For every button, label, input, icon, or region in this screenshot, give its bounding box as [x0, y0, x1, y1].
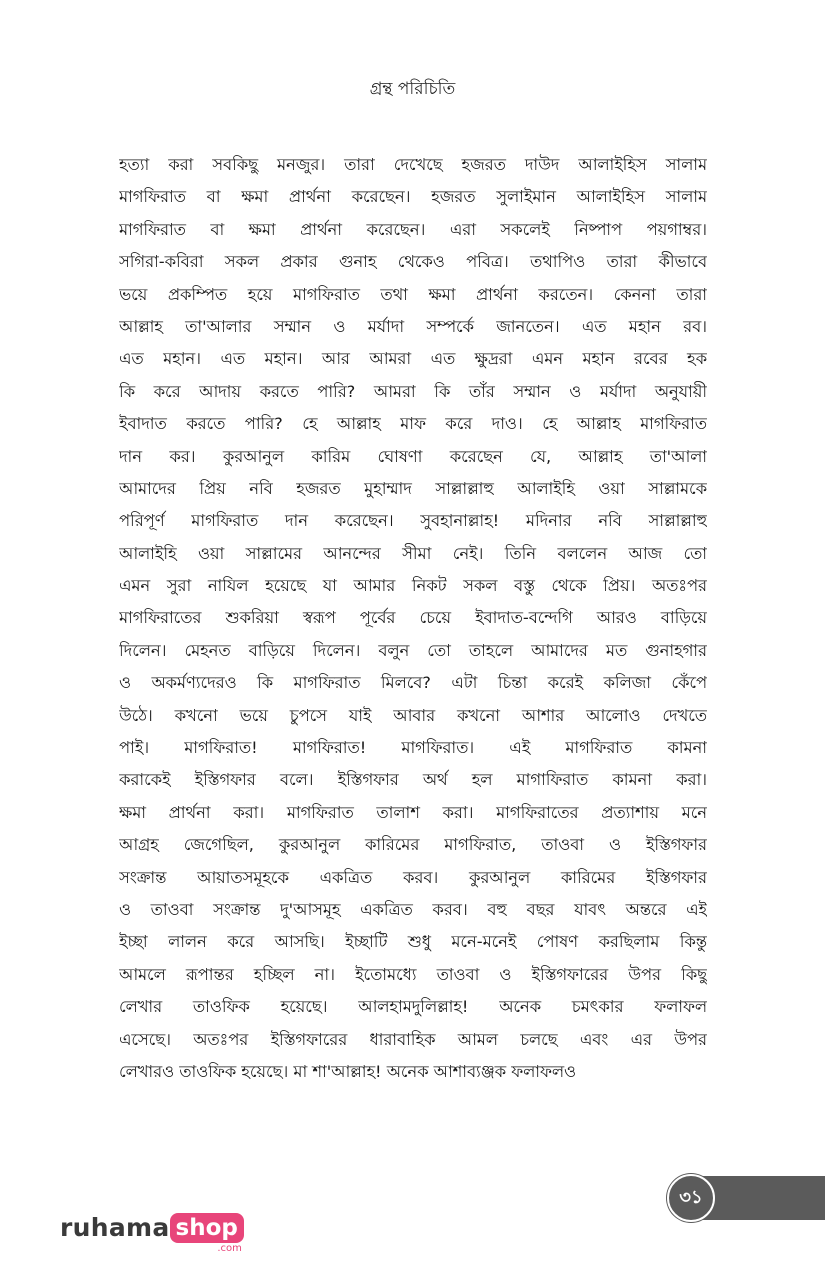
text-line: লেখার তাওফিক হয়েছে। আলহামদুলিল্লাহ! অনেক চমৎকার ফলাফল — [119, 997, 707, 1017]
text-line: পাই। মাগফিরাত! মাগফিরাত! মাগফিরাত। এই মাগফিরাত কামনা — [119, 738, 707, 758]
text-line: উঠে। কখনো ভয়ে চুপসে যাই আবার কখনো আশার আলোও দেখতে — [119, 705, 707, 725]
text-line: এত মহান। এত মহান। আর আমরা এত ক্ষুদ্ররা এমন মহান রবের হক — [119, 349, 707, 369]
logo-domain: .com — [217, 1243, 242, 1254]
page-number: ৩১ — [667, 1174, 715, 1222]
text-line: ইবাদাত করতে পারি? হে আল্লাহ মাফ করে দাও। হে আল্লাহ মাগফিরাত — [119, 414, 707, 434]
text-line: সংক্রান্ত আয়াতসমূহকে একত্রিত করব। কুরআনুল কারিমের ইস্তিগফার — [119, 867, 707, 887]
text-line: মাগফিরাত বা ক্ষমা প্রার্থনা করেছেন। এরা সকলেই নিষ্পাপ পয়গাম্বর। — [119, 219, 707, 239]
text-line: সগিরা-কবিরা সকল প্রকার গুনাহ থেকেও পবিত্র। তথাপিও তারা কীভাবে — [119, 252, 707, 272]
text-line: লেখারও তাওফিক হয়েছে। মা শা'আল্লাহ! অনেক আশাব্যঞ্জক ফলাফলও — [119, 1061, 577, 1081]
text-line: আল্লাহ তা'আলার সম্মান ও মর্যাদা সম্পর্কে জানতেন। এত মহান রব। — [119, 316, 707, 336]
logo-wordmark: ruhama — [60, 1213, 170, 1242]
body-paragraph — [119, 149, 707, 1088]
text-line: ও অকর্মণ্যদেরও কি মাগফিরাত মিলবে? এটা চিন্তা করেই কলিজা কেঁপে — [119, 673, 707, 693]
running-head-title: গ্রন্থ পরিচিতি — [369, 79, 456, 99]
text-line: কি করে আদায় করতে পারি? আমরা কি তাঁর সম্মান ও মর্যাদা অনুযায়ী — [119, 381, 707, 401]
text-line: দিলেন। মেহনত বাড়িয়ে দিলেন। বলুন তো তাহলে আমাদের মত গুনাহগার — [119, 640, 707, 660]
text-line: ও তাওবা সংক্রান্ত দু'আসমূহ একত্রিত করব। বহু বছর যাবৎ অন্তরে এই — [119, 899, 707, 919]
text-line: এসেছে। অতঃপর ইস্তিগফারের ধারাবাহিক আমল চলছে এবং এর উপর — [119, 1029, 707, 1049]
text-line: মাগফিরাতের শুকরিয়া স্বরূপ পূর্বের চেয়ে ইবাদাত-বন্দেগি আরও বাড়িয়ে — [119, 608, 707, 628]
text-line: পরিপূর্ণ মাগফিরাত দান করেছেন। সুবহানাল্লাহ! মদিনার নবি সাল্লাল্লাহু — [119, 511, 707, 531]
text-line: এমন সুরা নাযিল হয়েছে যা আমার নিকট সকল বস্তু থেকে প্রিয়। অতঃপর — [119, 576, 707, 596]
text-line: আগ্রহ জেগেছিল, কুরআনুল কারিমের মাগফিরাত, তাওবা ও ইস্তিগফার — [119, 835, 707, 855]
text-line: হত্যা করা সবকিছু মনজুর। তারা দেখেছে হজরত দাউদ আলাইহিস সালাম — [119, 155, 707, 174]
text-line: আমলে রূপান্তর হচ্ছিল না। ইতোমধ্যে তাওবা ও ইস্তিগফারের উপর কিছু — [119, 964, 707, 984]
text-line: ইচ্ছা লালন করে আসছি। ইচ্ছাটি শুধু মনে-মনেই পোষণ করছিলাম কিন্তু — [119, 932, 707, 952]
ruhamashop-logo — [60, 1212, 244, 1262]
text-line: আমাদের প্রিয় নবি হজরত মুহাম্মাদ সাল্লাল্লাহু আলাইহি ওয়া সাল্লামকে — [119, 478, 707, 498]
text-line: আলাইহি ওয়া সাল্লামের আনন্দের সীমা নেই। তিনি বললেন আজ তো — [119, 543, 707, 563]
logo-badge-group — [170, 1212, 244, 1255]
text-line: করাকেই ইস্তিগফার বলে। ইস্তিগফার অর্থ হল মাগাফিরাত কামনা করা। — [119, 770, 707, 790]
logo-shop-badge: shop — [170, 1213, 244, 1243]
text-line: ভয়ে প্রকম্পিত হয়ে মাগফিরাত তথা ক্ষমা প্রার্থনা করতেন। কেননা তারা — [119, 284, 707, 304]
text-line: ক্ষমা প্রার্থনা করা। মাগফিরাত তালাশ করা। মাগফিরাতের প্রত্যাশায় মনে — [119, 802, 707, 822]
text-line: মাগফিরাত বা ক্ষমা প্রার্থনা করেছেন। হজরত সুলাইমান আলাইহিস সালাম — [119, 187, 707, 207]
text-line: দান কর। কুরআনুল কারিম ঘোষণা করেছেন যে, আল্লাহ তা'আলা — [119, 446, 707, 466]
